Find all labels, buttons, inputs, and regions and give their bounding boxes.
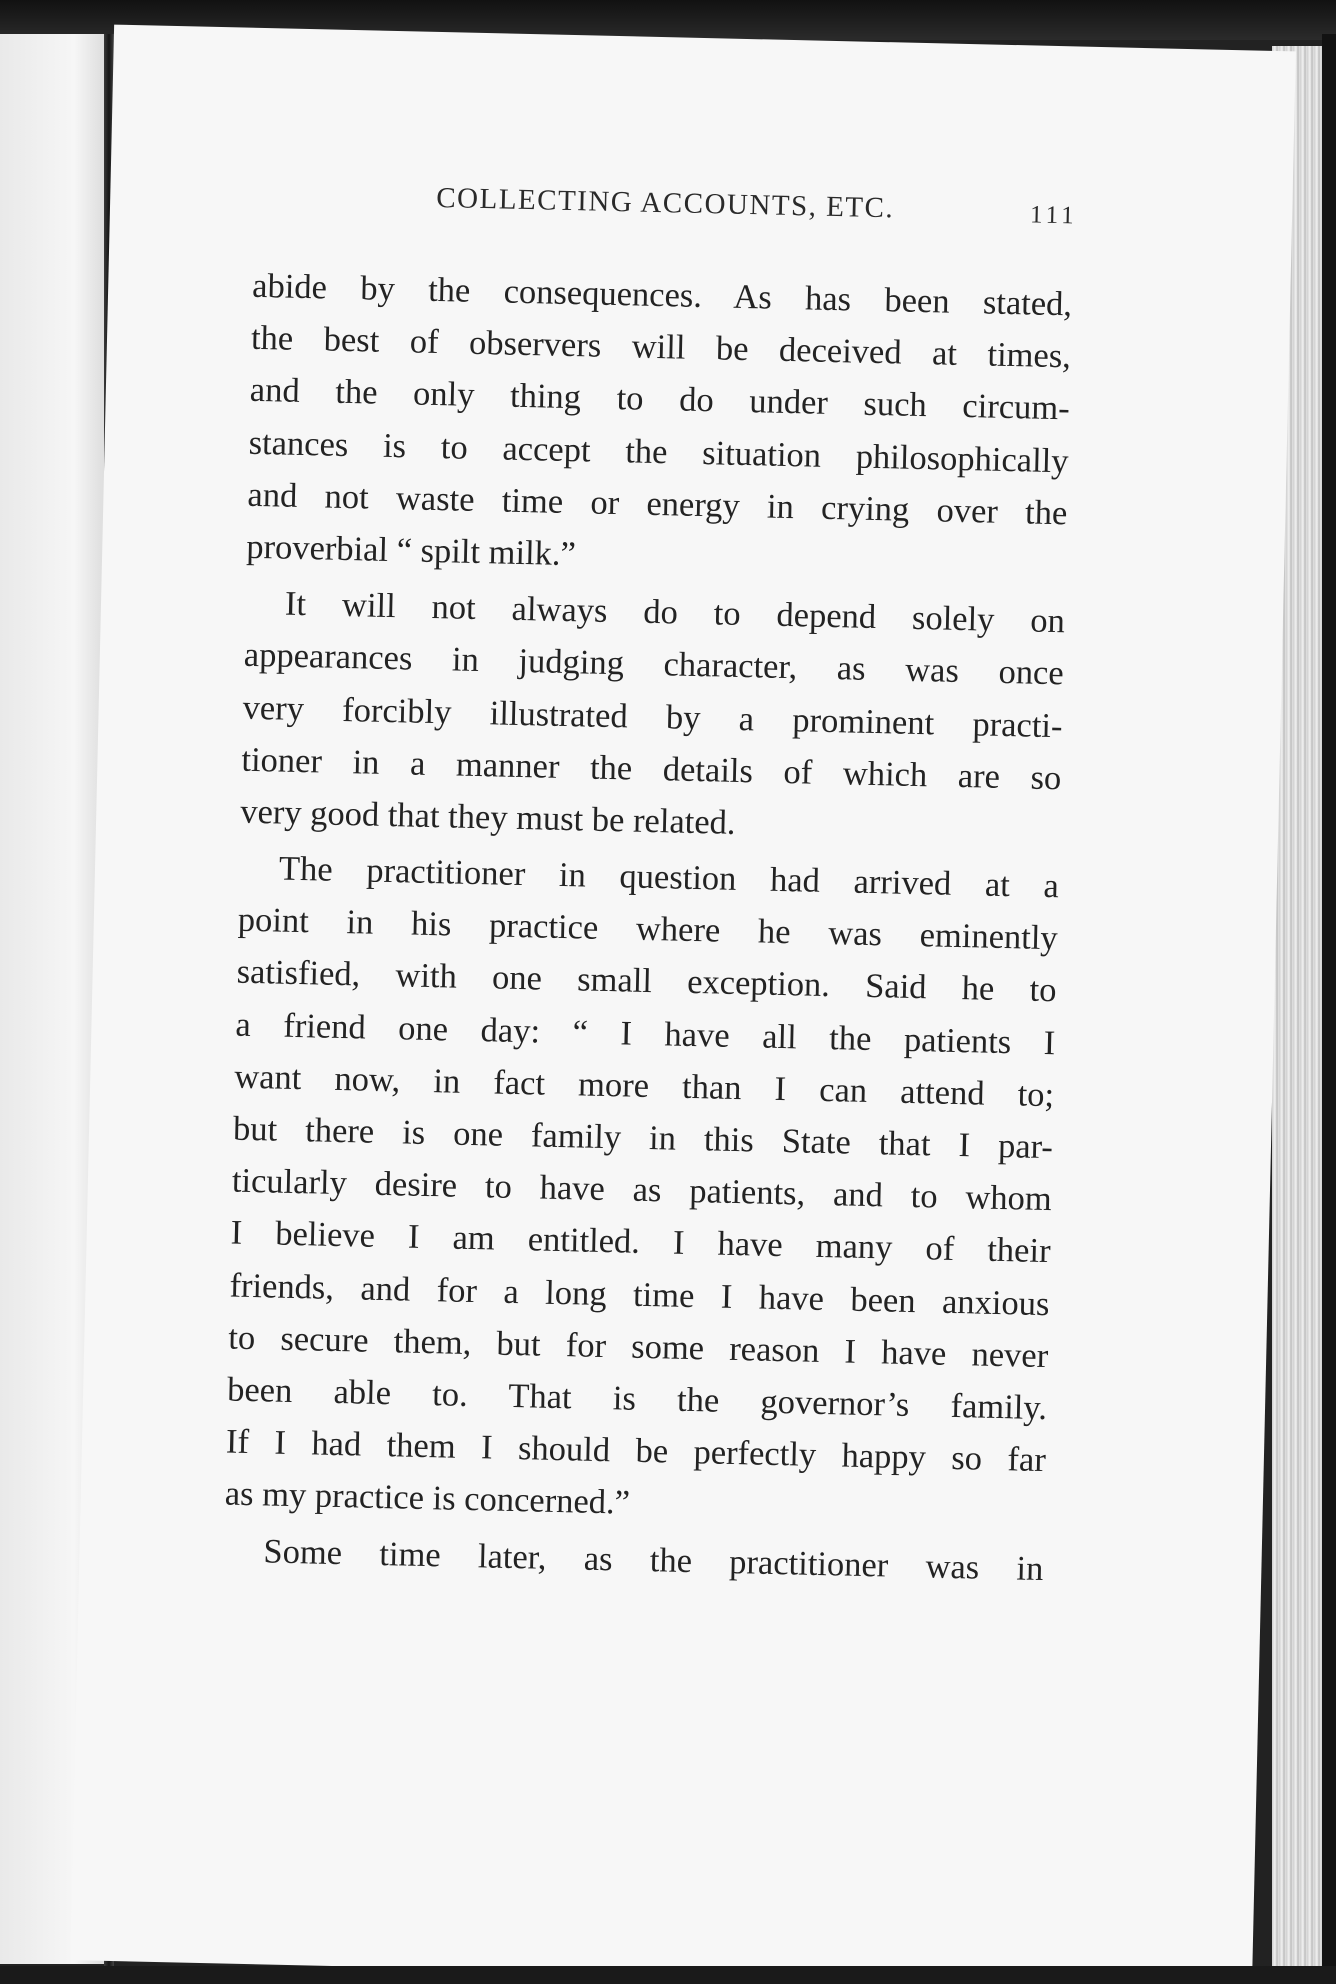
paragraph	[246, 260, 1073, 592]
text-line: proverbial “ spilt milk.”	[245, 527, 577, 574]
text-line: the best of observers will be deceived at times,	[250, 318, 1072, 376]
text-line: very good that they must be related.	[239, 792, 736, 842]
text-line: friends, and for a long time I have been anxious	[229, 1266, 1050, 1323]
book-page	[70, 25, 1296, 1984]
text-line: been able to. That is the governor’s family.	[226, 1370, 1048, 1428]
text-line: satisfied, with one small exception. Said he to	[236, 953, 1057, 1010]
text-line: The practitioner in question had arrived at a	[278, 849, 1060, 906]
text-line: tioner in a manner the details of which are so	[241, 740, 1062, 797]
text-line: and not waste time or energy in crying over the	[247, 475, 1068, 533]
text-line: It will not always do to depend solely on	[284, 584, 1066, 641]
text-line: appearances in judging character, as was once	[243, 636, 1065, 693]
page-number: 111	[1029, 201, 1079, 230]
text-line: but there is one family in this State that I par-	[232, 1109, 1054, 1167]
text-line: abide by the consequences. As has been stated,	[251, 266, 1073, 324]
running-head	[111, 175, 1293, 230]
scan-bottom-border	[0, 1966, 1336, 1984]
paragraph	[240, 577, 1066, 856]
running-head-title: COLLECTING ACCOUNTS, ETC.	[435, 181, 895, 225]
text-line: If I had them I should be perfectly happy so far	[225, 1422, 1047, 1480]
text-line: stances is to accept the situation philosophically	[248, 423, 1069, 480]
text-line: I believe I am entitled. I have many of their	[230, 1213, 1051, 1271]
text-line: point in his practice where he was eminently	[237, 900, 1059, 958]
body-text	[223, 260, 1073, 1595]
text-line: and the only thing to do under such circum-	[249, 371, 1071, 428]
cover-edge	[1322, 34, 1336, 1984]
text-line: as my practice is concerned.”	[224, 1474, 631, 1522]
paragraph	[224, 842, 1059, 1539]
text-line: very forcibly illustrated by a prominent practi-	[242, 688, 1063, 745]
text-line: want now, in fact more than I can attend to;	[233, 1057, 1055, 1114]
text-line: Some time later, as the practitioner was in	[263, 1531, 1044, 1588]
text-line: a friend one day: “ I have all the patients I	[235, 1005, 1056, 1062]
text-line: ticularly desire to have as patients, and to whom	[231, 1161, 1053, 1219]
text-line: to secure them, but for some reason I have never	[227, 1318, 1049, 1375]
